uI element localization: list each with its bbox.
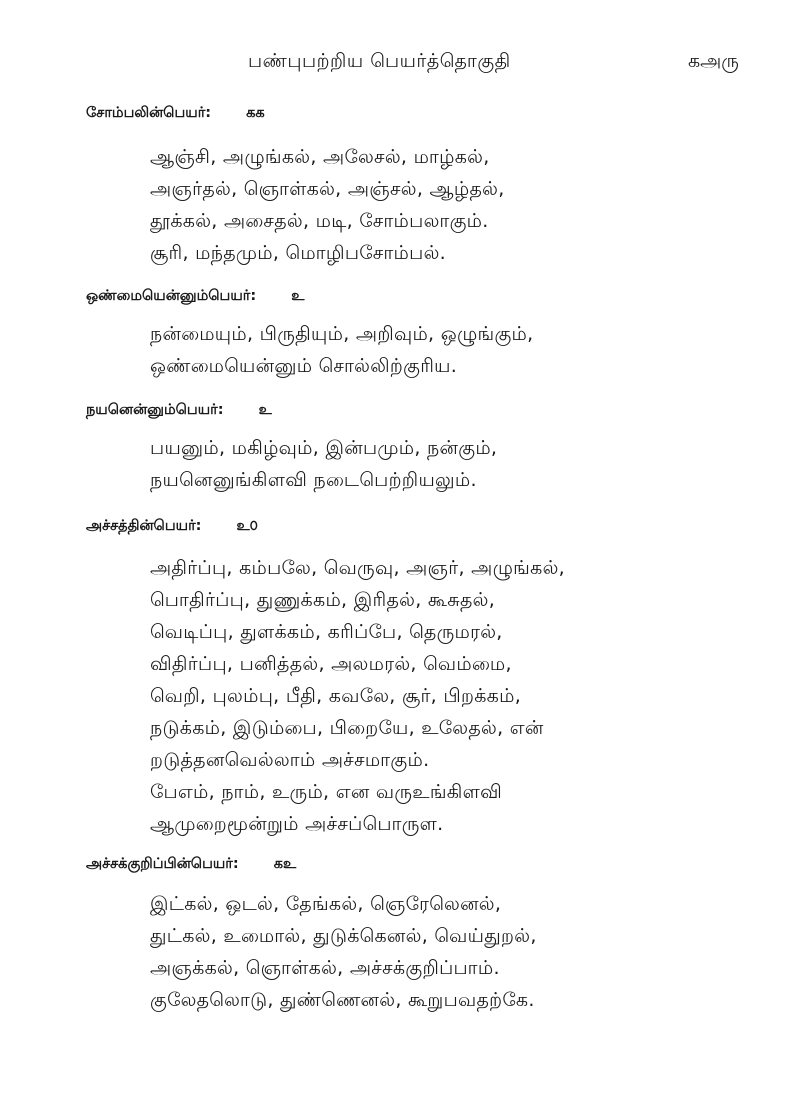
page-title: பண்புபற்றிய பெயர்த்தொகுதி [248,50,511,72]
verse-block [150,318,534,382]
section-heading-text: நயனென்னும்பெயர்: [86,402,224,418]
verse-line: நடுக்கம், இடும்பை, பிறையே, உலேதல், என் [150,717,544,739]
page-header [0,50,800,82]
verse-line: பேஎம், நாம், உரும், என வருஉங்கிளவி [150,781,503,803]
section-heading-text: அச்சக்குறிப்பின்பெயர்: [86,856,239,872]
section-count: உ [258,402,272,418]
verse-line: சூரி, மந்தமும், மொழிபசோம்பல். [150,242,446,264]
section-heading [86,518,258,536]
verse-line: குலேதலொடு, துண்ணெனல், கூறுபவதற்கே. [150,989,535,1011]
section-heading-text: அச்சத்தின்பெயர்: [86,518,202,534]
section-count: உ [291,288,305,304]
section-heading [86,288,304,306]
verse-line: இட்கல், ஒடல், தேங்கல், ஞெரேலெனல், [150,893,502,915]
verse-line: வெடிப்பு, துளக்கம், கரிப்பே, தெருமரல், [150,621,503,643]
verse-line: வெறி, புலம்பு, பீதி, கவலே, சூர், பிறக்கம், [150,685,522,707]
verse-line: அஞர்தல், ஞொள்கல், அஞ்சல், ஆழ்தல், [150,178,505,200]
verse-line: ஆஞ்சி, அழுங்கல், அலேசல், மாழ்கல், [150,146,490,168]
verse-line: அதிர்ப்பு, கம்பலே, வெருவு, அஞர், அழுங்கல், [150,557,565,579]
section-count: உ௦ [236,518,258,534]
verse-line: விதிர்ப்பு, பனித்தல், அலமரல், வெம்மை, [150,653,512,675]
page-number: கஅரு [688,50,739,72]
section-heading-text: ஒண்மையென்னும்பெயர்: [86,288,257,304]
verse-line: ஒண்மையென்னும் சொல்லிற்குரிய. [150,355,458,377]
verse-line: ஆமுறைமூன்றும் அச்சப்பொருள. [150,813,444,835]
verse-line: துட்கல், உமைால், துடுக்கெனல், வெய்துறல், [150,925,537,947]
verse-line: பொதிர்ப்பு, துணுக்கம், இரிதல், கூசுதல், [150,589,496,611]
section-count: கஉ [273,856,297,872]
verse-block [150,888,537,1016]
verse-line: நயனெனுங்கிளவி நடைபெற்றியலும். [150,469,477,491]
section-heading [86,856,296,874]
verse-line: றடுத்தனவெல்லாம் அச்சமாகும். [150,749,430,771]
section-heading [86,402,272,420]
verse-block [150,141,505,269]
verse-line: நன்மையும், பிருதியும், அறிவும், ஒழுங்கும், [150,323,534,345]
section-heading-text: சோம்பலின்பெயர்: [86,105,212,121]
section-count: கக [246,105,265,121]
verse-line: பயனும், மகிழ்வும், இன்பமும், நன்கும், [150,437,498,459]
section-heading [86,105,265,123]
verse-block [150,432,497,496]
verse-block [150,552,565,840]
verse-line: அஞக்கல், ஞொள்கல், அச்சக்குறிப்பாம். [150,957,500,979]
verse-line: தூக்கல், அசைதல், மடி, சோம்பலாகும். [150,210,489,232]
